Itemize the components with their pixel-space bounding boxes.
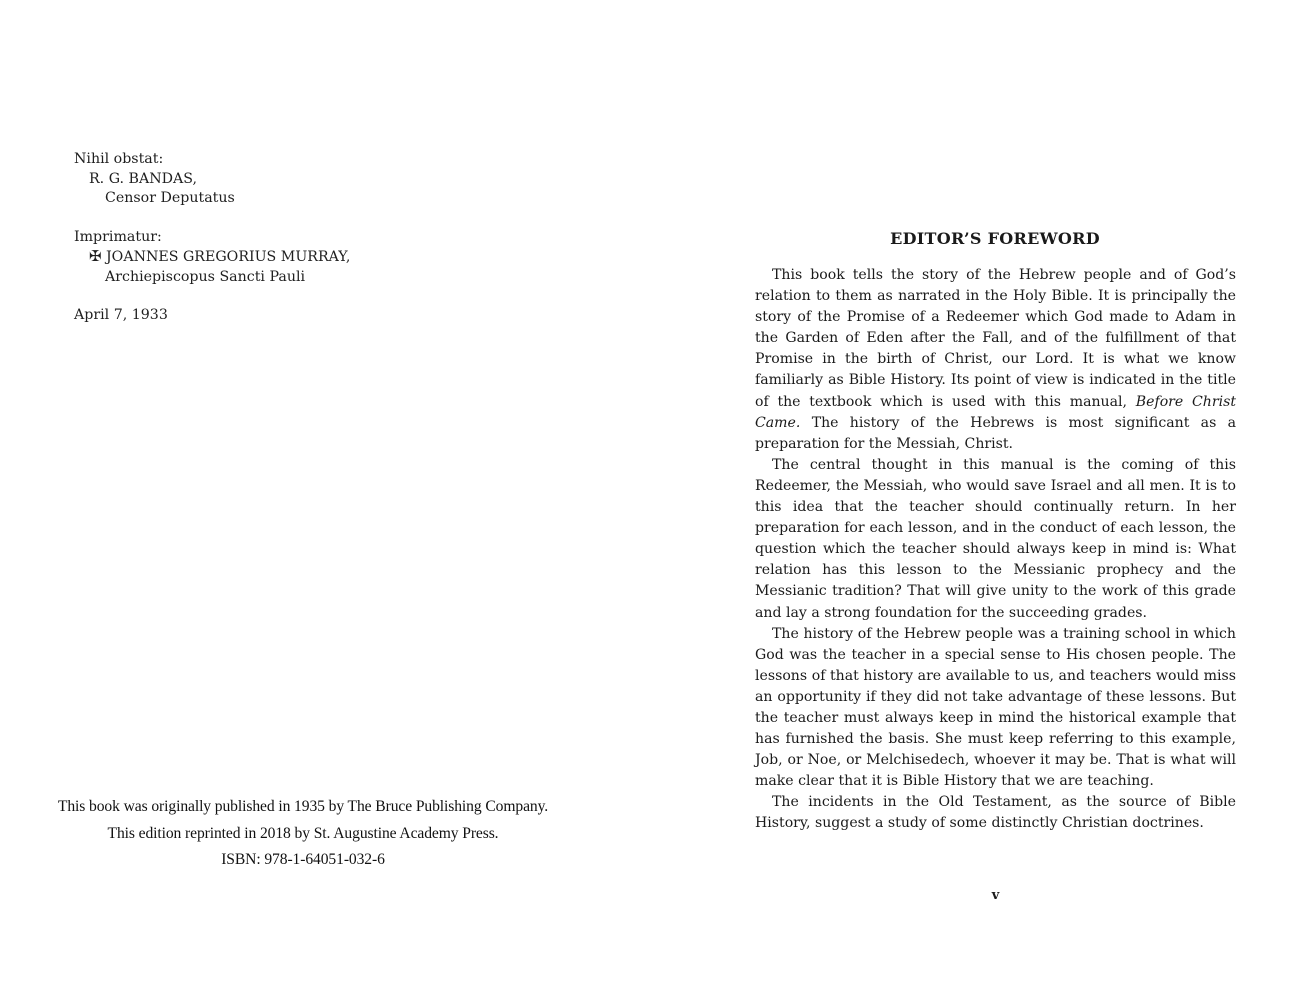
approval-date: April 7, 1933 — [74, 307, 168, 323]
publication-history: This book was originally published in 1935 by The Bruce Publishing Company. — [57, 798, 549, 815]
right-page — [648, 0, 1297, 989]
imprimatur-label: Imprimatur: — [74, 228, 162, 245]
left-page — [0, 0, 648, 989]
paragraph1-text-end: The history of the Hebrews is most significant as a preparation for the Messiah, Christ. — [755, 414, 1237, 452]
foreword-body — [755, 265, 1236, 835]
reprint-info: This edition reprinted in 2018 by St. Augustine Academy Press. — [107, 824, 499, 842]
nihil-obstat-block — [74, 150, 350, 209]
isbn: ISBN: 978-1-64051-032-6 — [221, 851, 385, 868]
archbishop-title: Archiepiscopus Sancti Pauli — [105, 268, 306, 285]
foreword-title: EDITOR’S FOREWORD — [890, 229, 1100, 248]
cross-icon: ✠ — [89, 247, 102, 265]
archbishop-name: JOANNES GREGORIUS MURRAY, — [106, 249, 351, 265]
page-number: v — [991, 888, 1000, 903]
censor-name: R. G. BANDAS, — [89, 170, 197, 187]
censor-title: Censor Deputatus — [105, 190, 235, 206]
ecclesiastical-approval — [74, 150, 350, 345]
imprimatur-block — [74, 228, 350, 288]
approval-date-block — [74, 306, 350, 326]
paragraph1-text: This book tells the story of the Hebrew people and of God’s relation to them as narrated in the Holy Bible. It is principally the story of the Promise of a Redeemer which God made to Adam in the Garden of Eden after the Fall, and of the fulfillment of that Promise in the birth of Christ, our Lord. It is what we know familiarly as Bible History. Its point of view is indicated in the title of the textbook which is used with this manual, — [755, 267, 1236, 410]
foreword-paragraph: The incidents in the Old Testament, as the source of Bible History, suggest a study of some distinctly Christian doctrines. — [755, 794, 1236, 832]
publisher-info — [30, 794, 576, 874]
textbook-title: Before Christ Came. — [755, 393, 1237, 431]
archbishop-line — [74, 247, 350, 268]
foreword-paragraph: The history of the Hebrew people was a training school in which God was the teacher in a special sense to His chosen people. The lessons of that history are available to us, and teachers would miss an opportunity if they did not take advantage of these lessons. But the teacher must always keep in mind the historical example that has furnished the basis. She must keep referring to this example, Job, or Noe, or Melchisedech, whoever it may be. That is what will make clear that it is Bible History that we are teaching. — [755, 625, 1236, 790]
nihil-obstat-label: Nihil obstat: — [74, 151, 164, 167]
foreword-paragraph: The central thought in this manual is the coming of this Redeemer, the Messiah, who would save Israel and all men. It is to this idea that the teacher should continually return. In her preparation for each lesson, and in the conduct of each lesson, the question which the teacher should always keep in mind is: What relation has this lesson to the Messianic prophecy and the Messianic tradition? That will give unity to the work of this grade and lay a strong foundation for the succeeding grades. — [755, 456, 1236, 621]
foreword-paragraph — [755, 265, 1236, 455]
